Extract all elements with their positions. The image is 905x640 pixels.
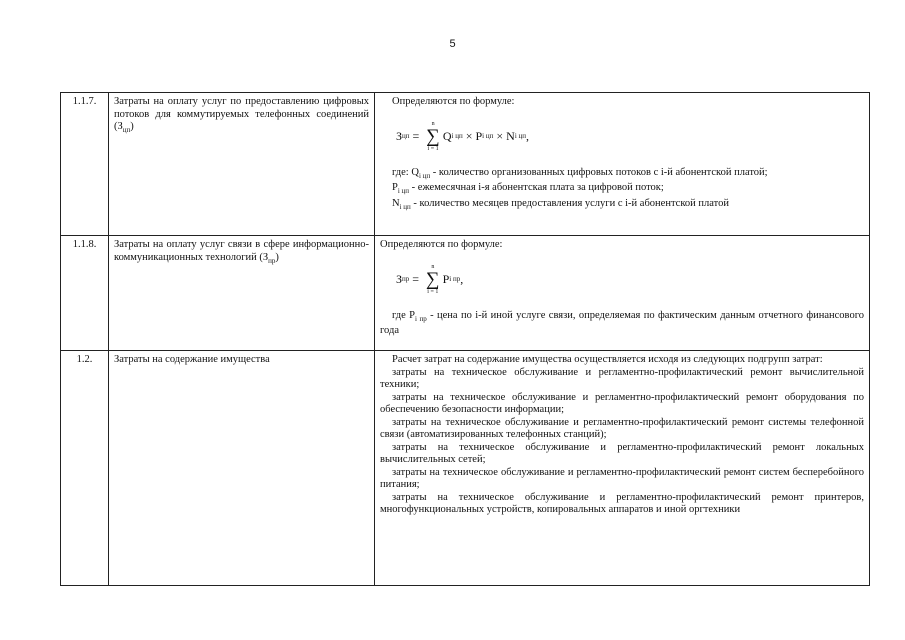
row-name-text: Затраты на оплату услуг по предоставлению цифровых потоков для коммутируемых телефонных соединений (З (114, 96, 369, 132)
sum-upper-limit: n (431, 263, 435, 270)
row-number: 1.1.8. (61, 236, 109, 351)
page-number: 5 (449, 38, 456, 50)
description-paragraph: затраты на техническое обслуживание и регламентно-профилактический ремонт принтеров, многофункциональных устройств, копировальных аппаратов и иной оргтехники (380, 491, 864, 515)
formula-term: P (442, 272, 450, 287)
sigma-icon: ∑ (426, 268, 440, 290)
formula-term: Q (442, 129, 452, 144)
row-name (109, 93, 375, 236)
description-paragraph: затраты на техническое обслуживание и регламентно-профилактический ремонт вычислительной техники; (380, 366, 864, 390)
description-paragraph: затраты на техническое обслуживание и регламентно-профилактический ремонт систем бесперебойного питания; (380, 466, 864, 490)
sum-upper-limit: n (431, 120, 435, 127)
legend-symbol-sub: i цп (397, 187, 410, 196)
row-name-end: ) (130, 121, 134, 132)
formula-lhs: З (396, 272, 403, 287)
row-description (375, 236, 870, 351)
legend-line (380, 198, 864, 214)
description-paragraph: затраты на техническое обслуживание и регламентно-профилактический ремонт локальных вычислительных сетей; (380, 441, 864, 465)
row-number: 1.2. (61, 351, 109, 586)
description-paragraph: затраты на техническое обслуживание и регламентно-профилактический ремонт оборудования по обеспечению безопасности информации; (380, 391, 864, 415)
legend-symbol: P (392, 182, 398, 194)
description-paragraph: затраты на техническое обслуживание и регламентно-профилактический ремонт системы телефонной связи (автоматизированных телефонных станций); (380, 416, 864, 440)
formula-times: × (462, 129, 476, 144)
formula-legend (380, 167, 864, 214)
formula-eq: = (409, 272, 423, 287)
formula-tail: , (526, 129, 529, 144)
formula-intro: Определяются по формуле: (392, 96, 515, 107)
table-row (61, 93, 870, 236)
legend-line (380, 182, 864, 198)
formula-term-sub: i цп (451, 132, 463, 141)
formula-term-sub: i цп (514, 132, 526, 141)
row-name: Затраты на содержание имущества (109, 351, 375, 586)
legend-symbol-sub: i цп (399, 202, 411, 211)
formula-intro: Определяются по формуле: (380, 239, 503, 250)
table-row (61, 351, 870, 586)
description-paragraph: Расчет затрат на содержание имущества осуществляется исходя из следующих подгрупп затрат: (392, 354, 823, 365)
formula-lhs: З (396, 129, 403, 144)
formula-lhs-sub: пр (402, 275, 410, 284)
legend-text: - количество организованных цифровых потоков с i-й абонентской платой; (430, 166, 768, 178)
formula-times: × (493, 129, 507, 144)
row-name-text: Затраты на оплату услуг связи в сфере информационно-коммуникационных технологий (З (114, 239, 369, 263)
row-name-subscript: пр (268, 256, 276, 265)
sum-symbol (426, 121, 440, 153)
legend-symbol: Q (411, 166, 419, 178)
row-name (109, 236, 375, 351)
row-name-subscript: цп (122, 126, 131, 135)
legend-line (380, 167, 864, 183)
row-description (375, 93, 870, 236)
legend-symbol-sub: i пр (415, 314, 427, 323)
legend-text: - количество месяцев предоставления услуги с i-й абонентской платой (410, 197, 729, 209)
row-number: 1.1.7. (61, 93, 109, 236)
formula-tail: , (460, 272, 464, 287)
legend-line (380, 310, 864, 338)
formula-term: N (506, 129, 515, 144)
sigma-icon: ∑ (426, 125, 440, 147)
table-row (61, 236, 870, 351)
formula-term: P (475, 129, 483, 144)
row-name-end: ) (275, 251, 279, 263)
formula-term-sub: i цп (482, 132, 494, 141)
legend-text: - цена по i-й иной услуге связи, определяемая по фактическим данным отчетного финансового года (380, 309, 864, 337)
formula-term-sub: i пр (449, 275, 461, 284)
formula (396, 264, 864, 296)
sum-lower-limit: i = 1 (427, 145, 439, 152)
legend-prefix: где: (392, 166, 412, 178)
formula (396, 121, 864, 153)
legend-symbol: N (392, 197, 400, 209)
sum-symbol (426, 264, 440, 296)
formula-eq: = (409, 129, 423, 144)
row-description (375, 351, 870, 586)
cost-table (60, 92, 870, 586)
sum-lower-limit: i = 1 (427, 288, 439, 295)
legend-text: - ежемесячная i-я абонентская плата за цифровой поток; (409, 182, 664, 194)
legend-symbol-sub: i цп (418, 171, 431, 180)
legend-prefix: где P (392, 309, 416, 321)
formula-lhs-sub: цп (402, 132, 410, 141)
